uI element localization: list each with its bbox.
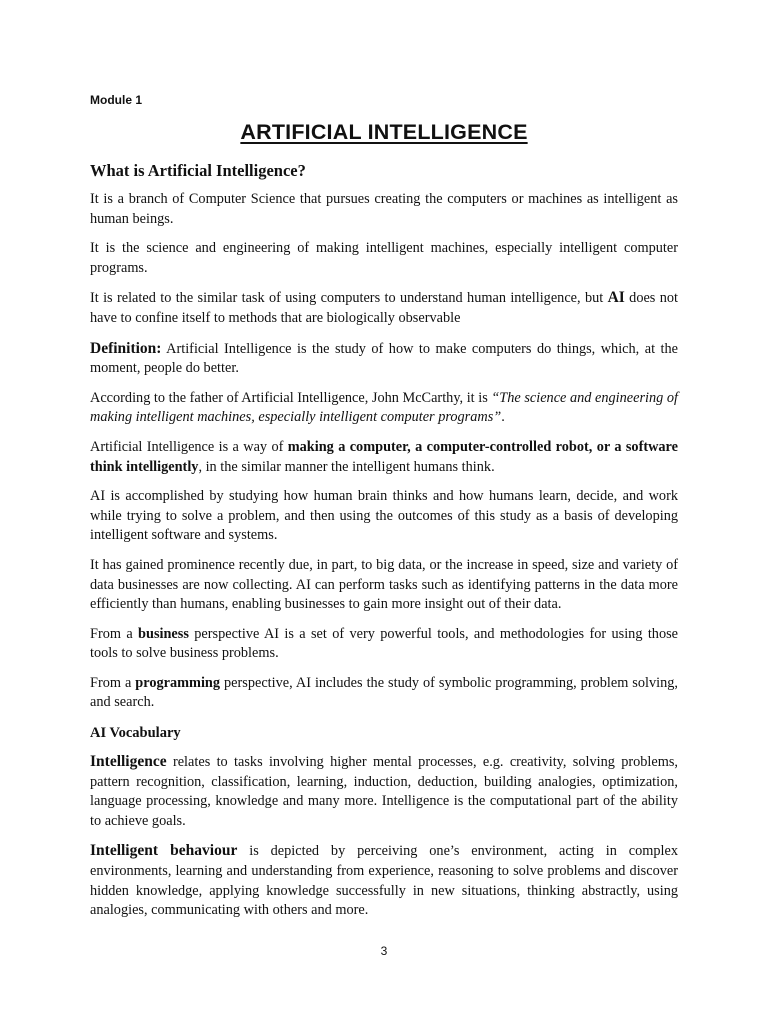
- ai-bold-term: AI: [607, 289, 625, 307]
- bold-phrase: making a computer, a computer-controlled robot, or a software think intelligently: [90, 438, 678, 475]
- paragraph-text: , in the similar manner the intelligent humans think.: [198, 458, 495, 475]
- paragraph-text: relates to tasks involving higher mental processes, e.g. creativity, solving problems, pattern recognition, classification, learning, induction, deduction, building analogies, optimization, language processing, knowledge and many more. Intelligence is the computational part of the ability to achieve goals.: [90, 754, 678, 829]
- mccarthy-quote: “The science and engineering of making intelligent machines, especially intelligent computer programs”: [90, 389, 678, 426]
- module-label: Module 1: [90, 93, 143, 107]
- intelligence-label: Intelligence: [90, 753, 167, 771]
- business-bold-term: business: [138, 625, 189, 642]
- paragraph-way-of-making: [90, 438, 678, 477]
- paragraph-text: perspective, AI includes the study of symbolic programming, problem solving, and search.: [90, 674, 678, 711]
- paragraph-branch-of-cs: It is a branch of Computer Science that pursues creating the computers or machines as intelligent as human beings.: [90, 191, 678, 227]
- paragraph-text: perspective AI is a set of very powerful tools, and methodologies for using those tools to solve business problems.: [90, 625, 678, 662]
- paragraph-gained-prominence: It has gained prominence recently due, in part, to big data, or the increase in speed, size and variety of data businesses are now collecting. AI can perform tasks such as identifying patterns in the data more efficiently than humans, enabling businesses to gain more insight out of their data.: [90, 556, 678, 613]
- paragraph-text: .: [501, 409, 505, 426]
- paragraph-mccarthy-quote: [90, 389, 678, 428]
- paragraph-text: From a: [90, 674, 136, 691]
- paragraph-text: Artificial Intelligence is a way of: [90, 438, 288, 455]
- paragraph-intelligent-behaviour: [90, 841, 678, 920]
- paragraph-text: is depicted by perceiving one’s environment, acting in complex environments, learning and understanding from experience, reasoning to solve problems and discover hidden knowledge, applying knowledge successfully in new situations, thinking abstractly, using analogies, communicating with others and more.: [90, 843, 679, 919]
- document-body: [90, 160, 678, 931]
- paragraph-business-perspective: [90, 625, 678, 664]
- programming-bold-term: programming: [135, 674, 221, 691]
- paragraph-accomplished-by: AI is accomplished by studying how human brain thinks and how humans learn, decide, and work while trying to solve a problem, and then using the outcomes of this study as a basis of developing intelligent software and systems.: [90, 488, 678, 544]
- paragraph-text: Artificial Intelligence is the study of how to make computers do things, which, at the moment, people do better.: [90, 340, 678, 377]
- paragraph-text: does not have to confine itself to methods that are biologically observable: [90, 290, 679, 326]
- paragraph-intelligence: [90, 752, 678, 831]
- paragraph-science-engineering: It is the science and engineering of making intelligent machines, especially intelligent computer programs.: [90, 240, 678, 276]
- paragraph-programming-perspective: [90, 674, 678, 713]
- paragraph-text: It is related to the similar task of using computers to understand human intelligence, but: [90, 290, 608, 307]
- paragraph-text: According to the father of Artificial Intelligence, John McCarthy, it is: [90, 389, 492, 406]
- paragraph-text: From a: [90, 625, 139, 642]
- page-title: ARTIFICIAL INTELLIGENCE: [240, 120, 528, 144]
- intelligent-behaviour-label: Intelligent behaviour: [90, 842, 238, 860]
- section-heading-what-is-ai: What is Artificial Intelligence?: [90, 161, 306, 180]
- definition-label: Definition:: [90, 339, 162, 357]
- paragraph-related-task: [90, 288, 678, 328]
- paragraph-definition: [90, 339, 678, 379]
- page-number: 3: [380, 944, 388, 958]
- section-heading-ai-vocabulary: AI Vocabulary: [90, 725, 181, 742]
